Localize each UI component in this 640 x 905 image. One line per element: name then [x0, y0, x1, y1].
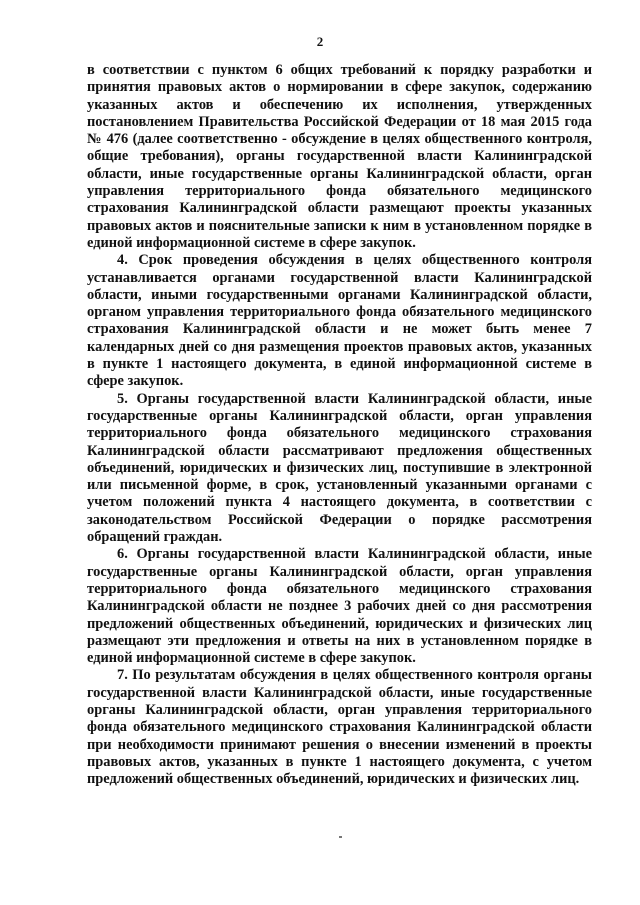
- paragraph-item-4: 4. Срок проведения обсуждения в целях общественного контроля устанавливается органами государственной власти Калининградской области, иными государственными органами Калининградской области, органом управления территориального фонда обязательного медицинского страхования Калининградской области и не может быть менее 7 календарных дней со дня размещения проектов правовых актов, указанных в пункте 1 настоящего документа, в единой информационной системе в сфере закупок.: [87, 252, 592, 390]
- paragraph-item-7: 7. По результатам обсуждения в целях общественного контроля органы государственной власти Калининградской области, иные государственные органы Калининградской области, орган управления территориального фонда обязательного медицинского страхования Калининградской области при необходимости принимают решения о внесении изменений в проекты правовых актов, указанных в пункте 1 настоящего документа, с учетом предложений общественных объединений, юридических и физических лиц.: [87, 667, 592, 788]
- paragraph-item-6: 6. Органы государственной власти Калининградской области, иные государственные органы Калининградской области, орган управления территориального фонда обязательного медицинского страхования Калининградской области не позднее 3 рабочих дней со дня рассмотрения предложений общественных объединений, юридических и физических лиц размещают эти предложения и ответы на них в установленном порядке в единой информационной системе в сфере закупок.: [87, 546, 592, 667]
- page-number: 2: [316, 34, 324, 49]
- paragraph-item-5: 5. Органы государственной власти Калининградской области, иные государственные органы Калининградской области, орган управления территориального фонда обязательного медицинского страхования Калининградской области рассматривают предложения общественных объединений, юридических и физических лиц, поступившие в электронной или письменной форме, в срок, установленный указанными органами с учетом положений пункта 4 настоящего документа, в соответствии с законодательством Российской Федерации о порядке рассмотрения обращений граждан.: [87, 390, 592, 546]
- scan-dot-mark: [339, 836, 342, 838]
- paragraph-continuation: в соответствии с пунктом 6 общих требований к порядку разработки и принятия правовых актов о нормировании в сфере закупок, содержанию указанных актов и обеспечению их исполнения, утвержденных постановлением Правительства Российской Федерации от 18 мая 2015 года № 476 (далее соответственно - обсуждение в целях общественного контроля, общие требования), органы государственной власти Калининградской области, иные государственные органы Калининградской области, орган управления территориального фонда обязательного медицинского страхования Калининградской области размещают проекты указанных правовых актов и пояснительные записки к ним в установленном порядке в единой информационной системе в сфере закупок.: [87, 62, 592, 251]
- document-body: [87, 62, 592, 788]
